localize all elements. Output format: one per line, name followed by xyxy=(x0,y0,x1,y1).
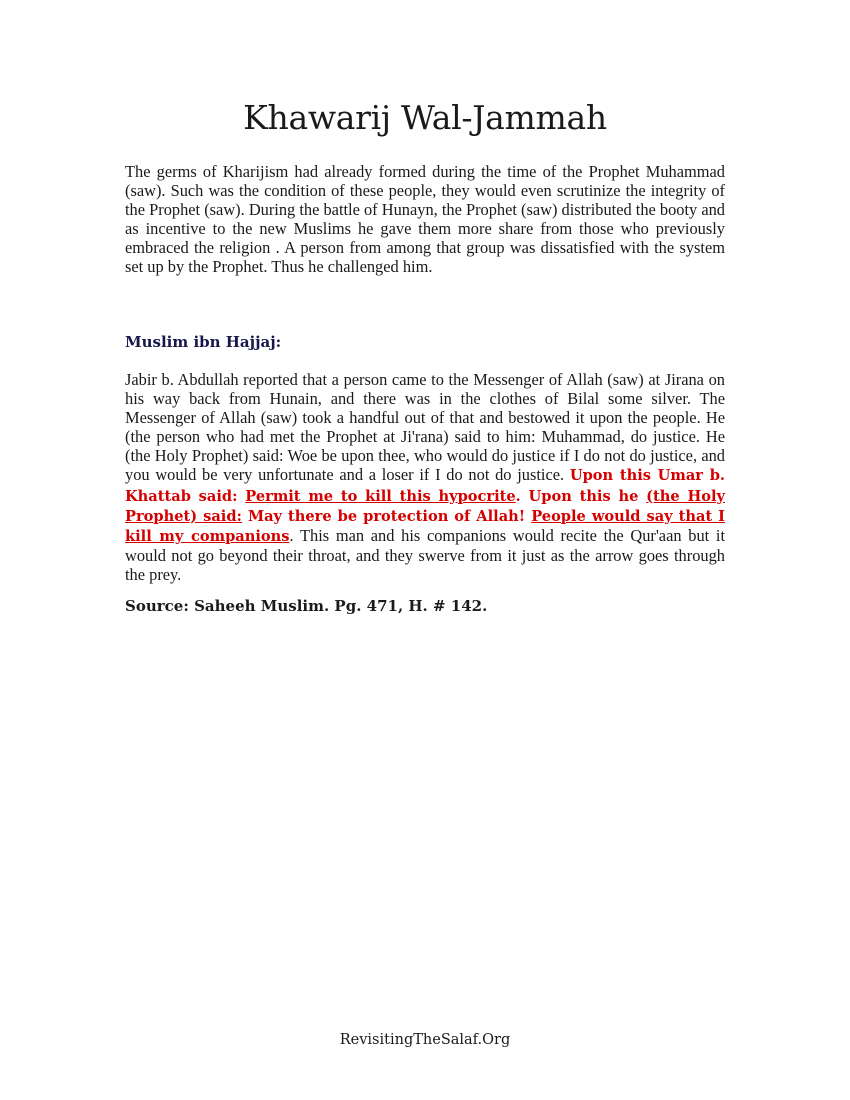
underlined-highlight: (the Holy Prophet) said: xyxy=(125,487,726,525)
hadith-text: . This man and his companions would recite the Qur'aan but it would not go beyond their throat, and they swerve from it just as the arrow goes through the prey. xyxy=(125,525,726,584)
source-citation: Source: Saheeh Muslim. Pg. 471, H. # 142. xyxy=(125,597,488,615)
underlined-highlight: People would say that I kill my companions xyxy=(125,507,726,545)
hadith-text: Jabir b. Abdullah reported that a person came to the Messenger of Allah (saw) at Jirana on his way back from Hunain, and there was in the clothes of Bilal some silver. The Messenger of Allah (saw) took a handful out of that and bestowed it upon the people. He (the person who had met the Prophet at Ji'rana) said to him: Muhammad, do justice. He (the Holy Prophet) said: Woe be upon thee, who would do justice if I do not do justice, and you would be very unfortunate and a loser if I do not do justice. xyxy=(125,370,725,485)
page-title: Khawarij Wal-Jammah xyxy=(243,98,607,137)
hadith-paragraph xyxy=(125,370,725,584)
highlight-text: Upon this Umar b. Khattab said: xyxy=(125,467,725,505)
footer-site-name: RevisitingTheSalaf.Org xyxy=(339,1032,511,1048)
highlight-text: May there be protection of Allah! xyxy=(241,507,532,525)
underlined-highlight: Permit me to kill this hypocrite xyxy=(245,487,516,505)
intro-paragraph: The germs of Kharijism had already formed during the time of the Prophet Muhammad (saw). Such was the condition of these people, they would even scrutinize the integrity of the Prophet (saw). During the battle of Hunayn, the Prophet (saw) distributed the booty and as incentive to the new Muslims he gave them more share from those who previously embraced the religion . A person from among that group was dissatisfied with the system set up by the Prophet. Thus he challenged him. xyxy=(125,162,725,277)
highlight-text: . Upon this he xyxy=(515,487,647,505)
section-heading: Muslim ibn Hajjaj: xyxy=(125,333,282,351)
